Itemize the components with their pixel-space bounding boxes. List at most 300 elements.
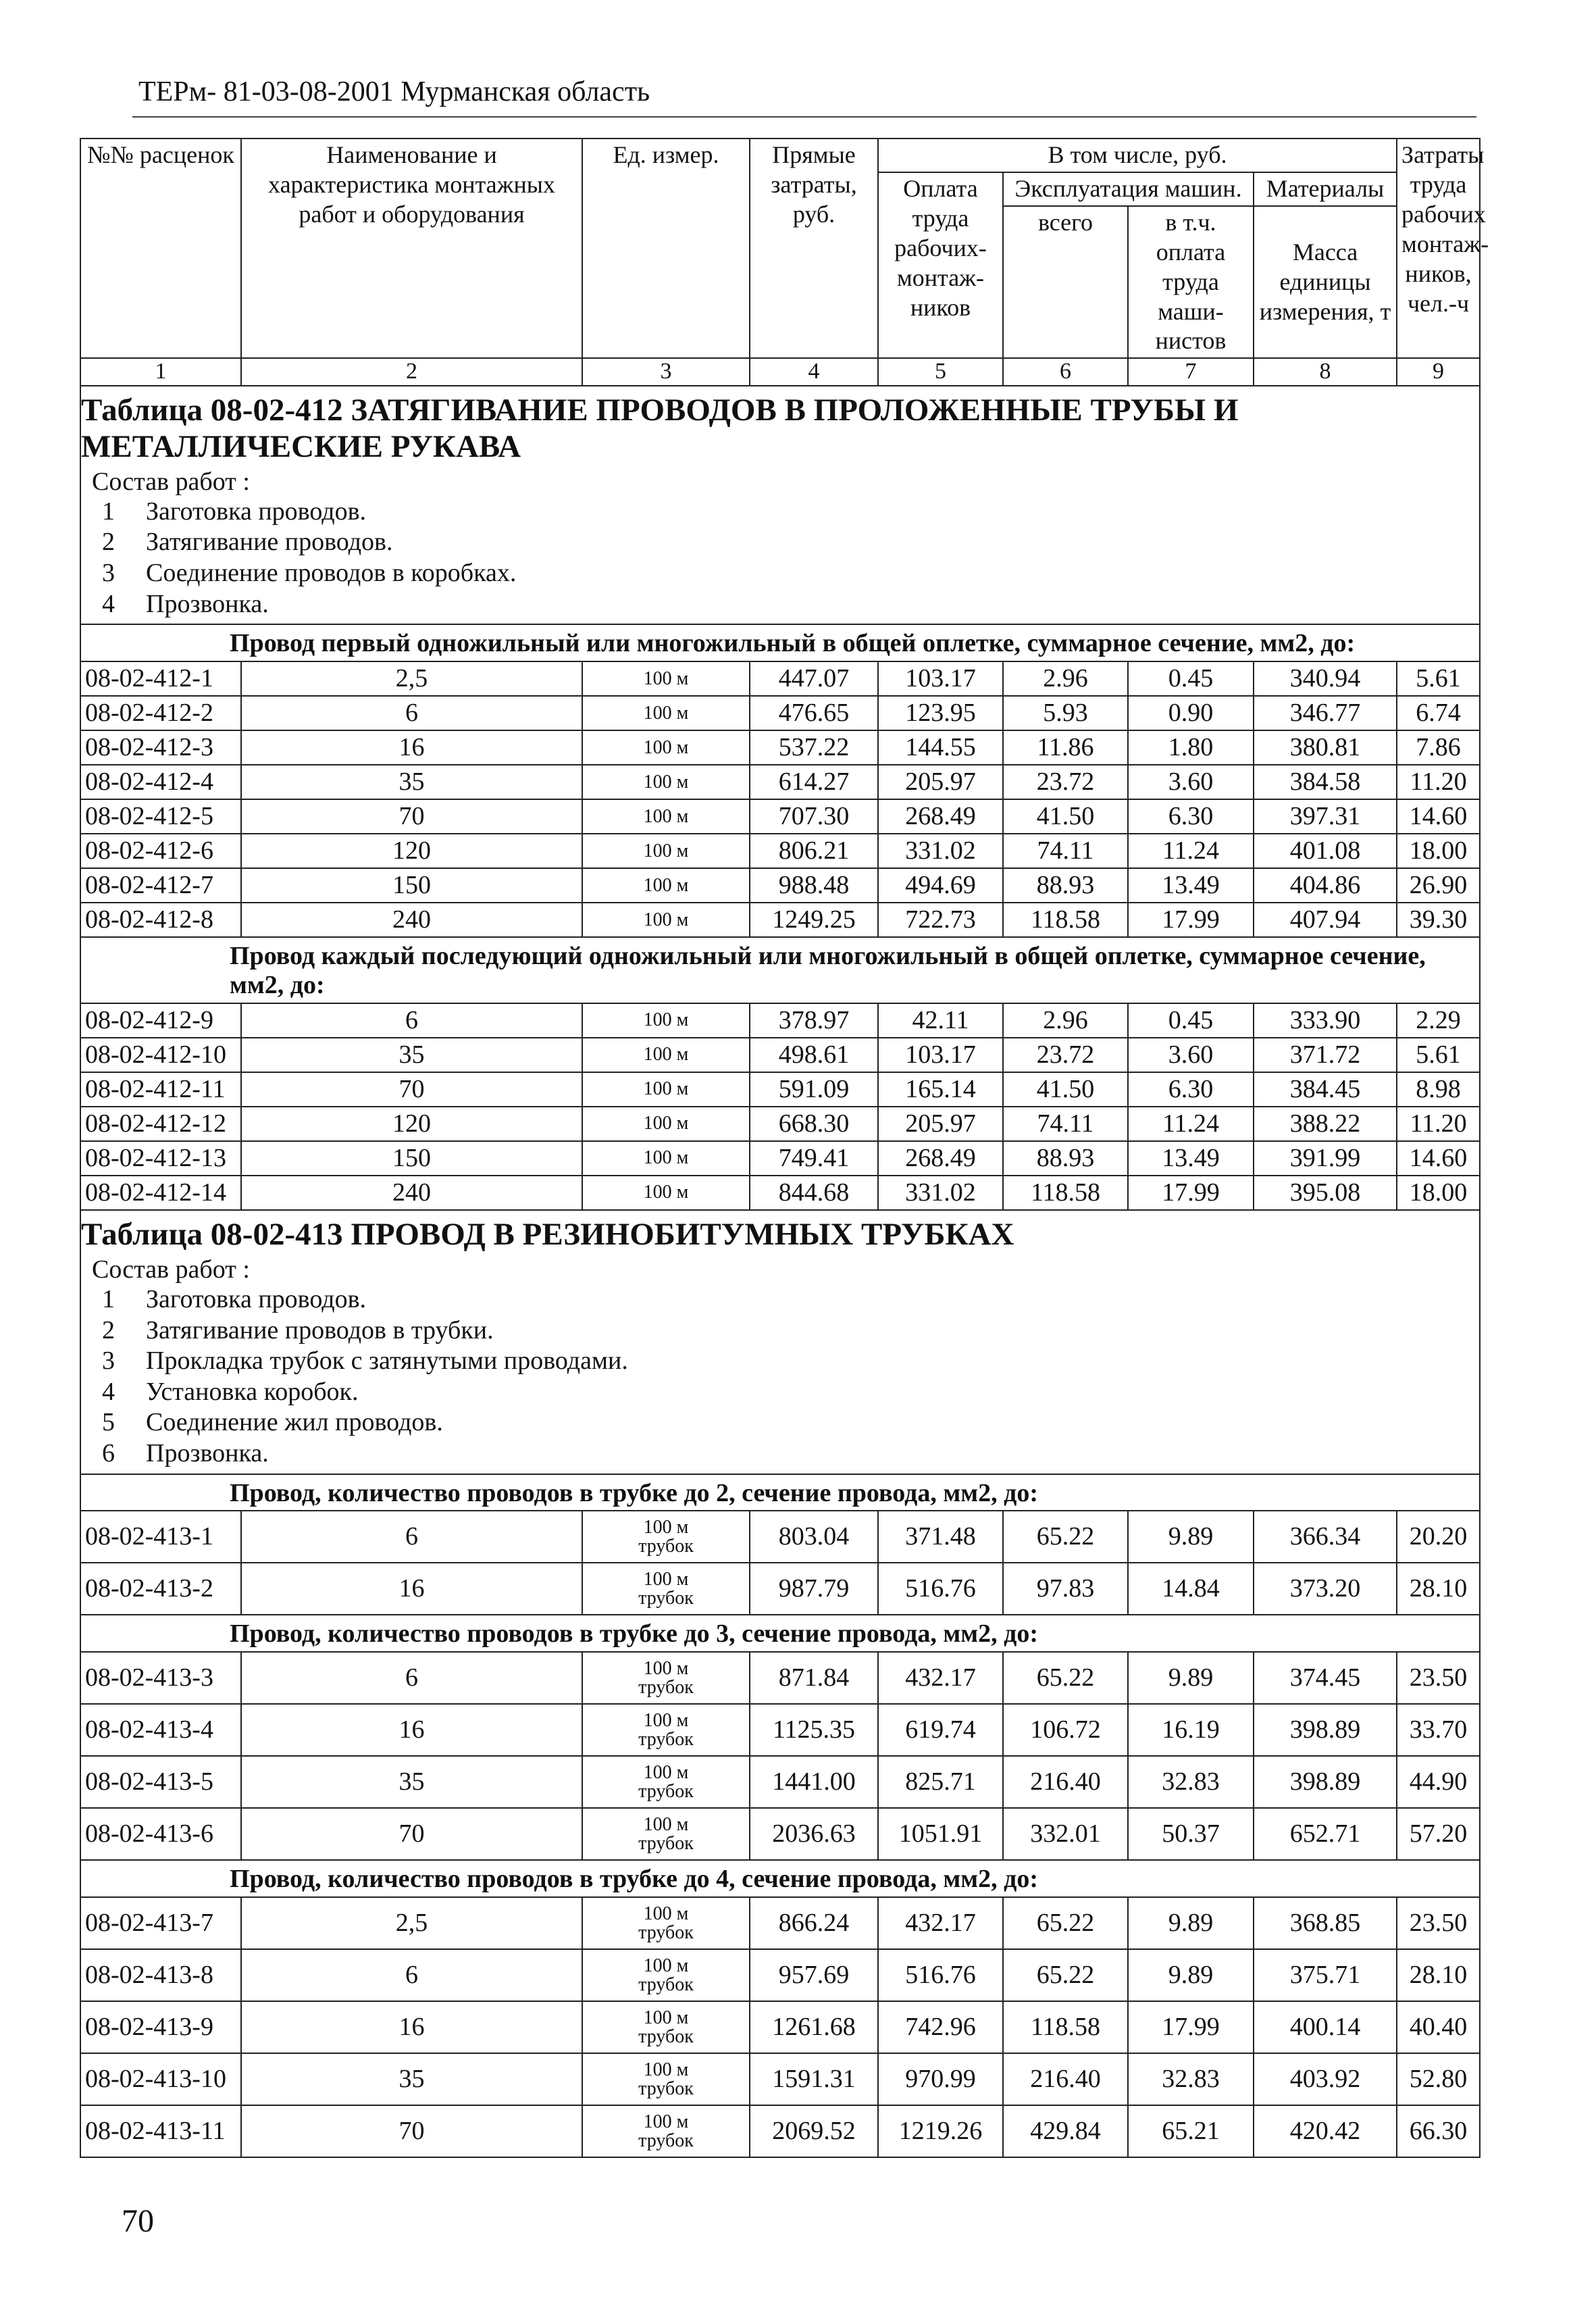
machine-costs: 118.58: [1003, 2001, 1128, 2053]
direct-costs: 988.48: [750, 868, 878, 903]
materials-cost: 420.42: [1254, 2105, 1397, 2157]
group-title: Провод, количество проводов в трубке до 3, сечение провода, мм2, до:: [80, 1615, 1480, 1652]
work-composition-label: Состав работ :: [92, 1255, 250, 1284]
column-number: 5: [878, 358, 1003, 385]
worker-wages: 825.71: [878, 1756, 1003, 1808]
cross-section: 70: [241, 799, 582, 834]
labor-hours: 2.29: [1397, 1003, 1480, 1038]
unit-qty: 100 м: [643, 1182, 689, 1203]
machine-costs: 65.22: [1003, 1897, 1128, 1949]
table-row: [80, 2053, 1480, 2105]
rate-code: 08-02-413-9: [80, 2001, 241, 2053]
group-row: [80, 624, 1480, 661]
work-step-number: 6: [102, 1438, 115, 1467]
machinist-wages: 0.90: [1128, 696, 1254, 730]
work-step-text: Прокладка трубок с затянутыми проводами.: [146, 1347, 628, 1376]
header-row: [80, 139, 1480, 172]
machine-costs: 23.72: [1003, 1038, 1128, 1072]
unit-qty: 100 м: [643, 1568, 689, 1590]
machine-costs: 74.11: [1003, 1107, 1128, 1141]
unit-qty: 100 м: [643, 1709, 689, 1731]
cross-section: 6: [241, 696, 582, 730]
cross-section: 16: [241, 1563, 582, 1615]
worker-wages: 516.76: [878, 1949, 1003, 2001]
labor-hours: 26.90: [1397, 868, 1480, 903]
unit-measure: трубок: [638, 1676, 694, 1698]
unit-qty: 100 м: [643, 2007, 689, 2028]
section-block: [80, 1210, 1480, 1474]
machinist-wages: 0.45: [1128, 661, 1254, 696]
machinist-wages: 6.30: [1128, 1072, 1254, 1107]
machine-costs: 216.40: [1003, 1756, 1128, 1808]
worker-wages: 371.48: [878, 1511, 1003, 1563]
unit-cell: [582, 1652, 750, 1704]
unit-qty: 100 м: [643, 805, 689, 827]
rate-code: 08-02-413-5: [80, 1756, 241, 1808]
unit-measure: трубок: [638, 1832, 694, 1854]
materials-cost: 398.89: [1254, 1704, 1397, 1756]
machinist-wages: 65.21: [1128, 2105, 1254, 2157]
materials-cost: 398.89: [1254, 1756, 1397, 1808]
cross-section: 240: [241, 903, 582, 937]
col-head-machinist-wages: в т.ч. оплата труда маши-нистов: [1128, 206, 1254, 359]
table-row: [80, 1107, 1480, 1141]
direct-costs: 447.07: [750, 661, 878, 696]
machine-costs: 118.58: [1003, 903, 1128, 937]
group-title: Провод каждый последующий одножильный или многожильный в общей оплетке, суммарное сечение, мм2, до:: [80, 937, 1480, 1003]
header-divider: [132, 116, 1476, 118]
worker-wages: 432.17: [878, 1652, 1003, 1704]
worker-wages: 205.97: [878, 1107, 1003, 1141]
group-row: [80, 1615, 1480, 1652]
unit-measure: трубок: [638, 2130, 694, 2151]
table-row: [80, 2105, 1480, 2157]
cross-section: 70: [241, 2105, 582, 2157]
cross-section: 35: [241, 2053, 582, 2105]
unit-qty: 100 м: [643, 2059, 689, 2080]
direct-costs: 378.97: [750, 1003, 878, 1038]
unit-cell: [582, 1897, 750, 1949]
unit-qty: 100 м: [643, 1813, 689, 1835]
materials-cost: 404.86: [1254, 868, 1397, 903]
direct-costs: 803.04: [750, 1511, 878, 1563]
cross-section: 240: [241, 1176, 582, 1210]
direct-costs: 749.41: [750, 1141, 878, 1176]
work-step-text: Прозвонка.: [146, 589, 269, 618]
cross-section: 70: [241, 1808, 582, 1860]
page-header: ТЕРм- 81-03-08-2001 Мурманская область: [138, 76, 650, 107]
rate-code: 08-02-413-7: [80, 1897, 241, 1949]
work-step: [81, 1284, 1474, 1315]
unit-cell: [582, 1107, 750, 1141]
work-step-text: Затягивание проводов.: [146, 528, 393, 557]
col-head-direct-costs: Прямые затраты, руб.: [750, 139, 878, 358]
materials-cost: 371.72: [1254, 1038, 1397, 1072]
column-number: 8: [1254, 358, 1397, 385]
work-step: [81, 1377, 1474, 1408]
rate-code: 08-02-412-4: [80, 765, 241, 799]
cross-section: 120: [241, 1107, 582, 1141]
machine-costs: 216.40: [1003, 2053, 1128, 2105]
direct-costs: 1249.25: [750, 903, 878, 937]
materials-cost: 397.31: [1254, 799, 1397, 834]
machine-costs: 2.96: [1003, 661, 1128, 696]
labor-hours: 8.98: [1397, 1072, 1480, 1107]
unit-qty: 100 м: [643, 771, 689, 793]
materials-cost: 380.81: [1254, 730, 1397, 765]
work-step-number: 5: [102, 1408, 115, 1437]
direct-costs: 707.30: [750, 799, 878, 834]
work-step-number: 4: [102, 589, 115, 618]
labor-hours: 14.60: [1397, 799, 1480, 834]
machine-costs: 5.93: [1003, 696, 1128, 730]
materials-cost: 346.77: [1254, 696, 1397, 730]
worker-wages: 103.17: [878, 661, 1003, 696]
worker-wages: 165.14: [878, 1072, 1003, 1107]
rate-code: 08-02-412-10: [80, 1038, 241, 1072]
unit-cell: [582, 696, 750, 730]
group-row: [80, 1860, 1480, 1897]
unit-cell: [582, 661, 750, 696]
cross-section: 35: [241, 765, 582, 799]
table-row: [80, 661, 1480, 696]
direct-costs: 987.79: [750, 1563, 878, 1615]
materials-cost: 340.94: [1254, 661, 1397, 696]
work-composition-list: [81, 497, 1474, 620]
labor-hours: 20.20: [1397, 1511, 1480, 1563]
group-title: Провод, количество проводов в трубке до 4, сечение провода, мм2, до:: [80, 1860, 1480, 1897]
worker-wages: 331.02: [878, 834, 1003, 868]
direct-costs: 866.24: [750, 1897, 878, 1949]
unit-cell: [582, 1949, 750, 2001]
rate-code: 08-02-413-11: [80, 2105, 241, 2157]
work-step-number: 2: [102, 528, 115, 557]
unit-qty: 100 м: [643, 1078, 689, 1100]
col-head-code: №№ расценок: [80, 139, 241, 358]
unit-qty: 100 м: [643, 874, 689, 896]
direct-costs: 1261.68: [750, 2001, 878, 2053]
rate-code: 08-02-412-2: [80, 696, 241, 730]
worker-wages: 123.95: [878, 696, 1003, 730]
unit-cell: [582, 868, 750, 903]
machinist-wages: 9.89: [1128, 1511, 1254, 1563]
rate-code: 08-02-412-12: [80, 1107, 241, 1141]
column-number: 6: [1003, 358, 1128, 385]
cross-section: 35: [241, 1756, 582, 1808]
column-number: 1: [80, 358, 241, 385]
cross-section: 70: [241, 1072, 582, 1107]
column-number: 7: [1128, 358, 1254, 385]
table-row: [80, 1038, 1480, 1072]
section-title: Таблица 08-02-413 ПРОВОД В РЕЗИНОБИТУМНЫХ ТРУБКАХ: [81, 1216, 1014, 1252]
col-head-unit: Ед. измер.: [582, 139, 750, 358]
work-step: [81, 558, 1474, 589]
rate-code: 08-02-412-7: [80, 868, 241, 903]
unit-qty: 100 м: [643, 909, 689, 930]
work-step: [81, 589, 1474, 620]
machine-costs: 23.72: [1003, 765, 1128, 799]
work-step-number: 2: [102, 1315, 115, 1344]
labor-hours: 52.80: [1397, 2053, 1480, 2105]
worker-wages: 742.96: [878, 2001, 1003, 2053]
work-step-number: 1: [102, 1284, 115, 1313]
unit-measure: трубок: [638, 1973, 694, 1995]
labor-hours: 66.30: [1397, 2105, 1480, 2157]
direct-costs: 806.21: [750, 834, 878, 868]
unit-measure: трубок: [638, 1728, 694, 1750]
direct-costs: 1125.35: [750, 1704, 878, 1756]
column-number: 2: [241, 358, 582, 385]
labor-hours: 11.20: [1397, 1107, 1480, 1141]
rate-code: 08-02-412-8: [80, 903, 241, 937]
machinist-wages: 11.24: [1128, 1107, 1254, 1141]
materials-cost: 373.20: [1254, 1563, 1397, 1615]
column-number: 3: [582, 358, 750, 385]
unit-qty: 100 м: [643, 1044, 689, 1065]
direct-costs: 871.84: [750, 1652, 878, 1704]
page-number: 70: [122, 2203, 154, 2239]
table-row: [80, 696, 1480, 730]
worker-wages: 432.17: [878, 1897, 1003, 1949]
table-row: [80, 1808, 1480, 1860]
labor-hours: 18.00: [1397, 1176, 1480, 1210]
machinist-wages: 3.60: [1128, 765, 1254, 799]
rate-code: 08-02-412-9: [80, 1003, 241, 1038]
cross-section: 6: [241, 1949, 582, 2001]
table-row: [80, 1176, 1480, 1210]
machinist-wages: 17.99: [1128, 903, 1254, 937]
cross-section: 150: [241, 1141, 582, 1176]
direct-costs: 1441.00: [750, 1756, 878, 1808]
materials-cost: 407.94: [1254, 903, 1397, 937]
col-head-materials: Материалы: [1254, 172, 1397, 206]
rate-code: 08-02-412-13: [80, 1141, 241, 1176]
col-head-wages: Оплата труда рабочих-монтаж-ников: [878, 172, 1003, 358]
unit-cell: [582, 1072, 750, 1107]
unit-qty: 100 м: [643, 1516, 689, 1538]
labor-hours: 28.10: [1397, 1949, 1480, 2001]
machinist-wages: 32.83: [1128, 1756, 1254, 1808]
work-step: [81, 1346, 1474, 1377]
unit-cell: [582, 1141, 750, 1176]
worker-wages: 970.99: [878, 2053, 1003, 2105]
labor-hours: 40.40: [1397, 2001, 1480, 2053]
unit-cell: [582, 2105, 750, 2157]
machinist-wages: 9.89: [1128, 1897, 1254, 1949]
labor-hours: 11.20: [1397, 765, 1480, 799]
direct-costs: 537.22: [750, 730, 878, 765]
rate-code: 08-02-413-3: [80, 1652, 241, 1704]
machine-costs: 11.86: [1003, 730, 1128, 765]
table-row: [80, 1756, 1480, 1808]
work-step-number: 1: [102, 497, 115, 526]
group-row: [80, 1474, 1480, 1511]
unit-qty: 100 м: [643, 736, 689, 758]
materials-cost: 400.14: [1254, 2001, 1397, 2053]
worker-wages: 516.76: [878, 1563, 1003, 1615]
unit-qty: 100 м: [643, 1113, 689, 1134]
unit-measure: трубок: [638, 1535, 694, 1557]
labor-hours: 18.00: [1397, 834, 1480, 868]
machine-costs: 88.93: [1003, 868, 1128, 903]
rate-code: 08-02-412-14: [80, 1176, 241, 1210]
unit-qty: 100 м: [643, 1761, 689, 1783]
unit-cell: [582, 903, 750, 937]
column-number: 4: [750, 358, 878, 385]
work-step-number: 3: [102, 558, 115, 587]
unit-cell: [582, 1756, 750, 1808]
machinist-wages: 9.89: [1128, 1949, 1254, 2001]
work-step: [81, 1315, 1474, 1347]
labor-hours: 33.70: [1397, 1704, 1480, 1756]
machine-costs: 65.22: [1003, 1652, 1128, 1704]
machine-costs: 41.50: [1003, 799, 1128, 834]
table-row: [80, 1072, 1480, 1107]
machine-costs: 65.22: [1003, 1949, 1128, 2001]
worker-wages: 205.97: [878, 765, 1003, 799]
machine-costs: 429.84: [1003, 2105, 1128, 2157]
machinist-wages: 16.19: [1128, 1704, 1254, 1756]
work-composition-label: Состав работ :: [92, 467, 250, 496]
unit-measure: трубок: [638, 2026, 694, 2047]
labor-hours: 6.74: [1397, 696, 1480, 730]
unit-cell: [582, 1038, 750, 1072]
labor-hours: 5.61: [1397, 1038, 1480, 1072]
direct-costs: 957.69: [750, 1949, 878, 2001]
labor-hours: 23.50: [1397, 1652, 1480, 1704]
group-title: Провод, количество проводов в трубке до 2, сечение провода, мм2, до:: [80, 1474, 1480, 1511]
unit-qty: 100 м: [643, 668, 689, 689]
work-composition-list: [81, 1284, 1474, 1469]
col-head-machines-total: всего: [1003, 206, 1128, 359]
cross-section: 16: [241, 730, 582, 765]
unit-qty: 100 м: [643, 1903, 689, 1924]
direct-costs: 498.61: [750, 1038, 878, 1072]
work-step-text: Заготовка проводов.: [146, 1284, 367, 1313]
table-row: [80, 2001, 1480, 2053]
unit-cell: [582, 730, 750, 765]
table-row: [80, 868, 1480, 903]
col-head-including: В том числе, руб.: [878, 139, 1397, 172]
cross-section: 16: [241, 1704, 582, 1756]
labor-hours: 23.50: [1397, 1897, 1480, 1949]
unit-qty: 100 м: [643, 1955, 689, 1976]
machinist-wages: 3.60: [1128, 1038, 1254, 1072]
machinist-wages: 13.49: [1128, 1141, 1254, 1176]
machinist-wages: 13.49: [1128, 868, 1254, 903]
machine-costs: 74.11: [1003, 834, 1128, 868]
cross-section: 16: [241, 2001, 582, 2053]
unit-measure: трубок: [638, 1587, 694, 1609]
work-step-number: 3: [102, 1347, 115, 1376]
labor-hours: 5.61: [1397, 661, 1480, 696]
labor-hours: 57.20: [1397, 1808, 1480, 1860]
col-head-name: Наименование и характеристика монтажных работ и оборудования: [241, 139, 582, 358]
machinist-wages: 6.30: [1128, 799, 1254, 834]
unit-qty: 100 м: [643, 1147, 689, 1169]
direct-costs: 668.30: [750, 1107, 878, 1141]
cross-section: 150: [241, 868, 582, 903]
materials-cost: 375.71: [1254, 1949, 1397, 2001]
machinist-wages: 17.99: [1128, 1176, 1254, 1210]
table-row: [80, 1563, 1480, 1615]
worker-wages: 42.11: [878, 1003, 1003, 1038]
unit-cell: [582, 1176, 750, 1210]
rate-code: 08-02-413-4: [80, 1704, 241, 1756]
table-row: [80, 1949, 1480, 2001]
machine-costs: 88.93: [1003, 1141, 1128, 1176]
rate-code: 08-02-412-3: [80, 730, 241, 765]
cross-section: 2,5: [241, 661, 582, 696]
cross-section: 35: [241, 1038, 582, 1072]
materials-cost: 395.08: [1254, 1176, 1397, 1210]
labor-hours: 7.86: [1397, 730, 1480, 765]
machinist-wages: 32.83: [1128, 2053, 1254, 2105]
work-step-text: Прозвонка.: [146, 1438, 269, 1467]
unit-cell: [582, 2001, 750, 2053]
materials-cost: 403.92: [1254, 2053, 1397, 2105]
worker-wages: 619.74: [878, 1704, 1003, 1756]
section-row: [80, 1210, 1480, 1474]
group-title: Провод первый одножильный или многожильный в общей оплетке, суммарное сечение, мм2, до:: [80, 624, 1480, 661]
work-step-text: Заготовка проводов.: [146, 497, 367, 526]
unit-qty: 100 м: [643, 702, 689, 724]
direct-costs: 591.09: [750, 1072, 878, 1107]
unit-cell: [582, 765, 750, 799]
table-row: [80, 1652, 1480, 1704]
machine-costs: 118.58: [1003, 1176, 1128, 1210]
materials-cost: 368.85: [1254, 1897, 1397, 1949]
price-table: [80, 138, 1489, 2158]
table-row: [80, 1511, 1480, 1563]
unit-measure: трубок: [638, 1921, 694, 1943]
work-step: [81, 1438, 1474, 1469]
unit-cell: [582, 1563, 750, 1615]
machinist-wages: 0.45: [1128, 1003, 1254, 1038]
table-row: [80, 765, 1480, 799]
unit-qty: 100 м: [643, 2111, 689, 2132]
materials-cost: 391.99: [1254, 1141, 1397, 1176]
cross-section: 6: [241, 1003, 582, 1038]
machine-costs: 106.72: [1003, 1704, 1128, 1756]
work-step-text: Установка коробок.: [146, 1377, 359, 1406]
unit-qty: 100 м: [643, 1657, 689, 1679]
col-head-machines: Эксплуатация машин.: [1003, 172, 1254, 206]
machine-costs: 332.01: [1003, 1808, 1128, 1860]
table-row: [80, 903, 1480, 937]
unit-measure: трубок: [638, 2078, 694, 2099]
cross-section: 6: [241, 1652, 582, 1704]
unit-cell: [582, 1511, 750, 1563]
unit-cell: [582, 2053, 750, 2105]
worker-wages: 722.73: [878, 903, 1003, 937]
work-step-number: 4: [102, 1377, 115, 1406]
column-number: 9: [1397, 358, 1480, 385]
worker-wages: 103.17: [878, 1038, 1003, 1072]
direct-costs: 2036.63: [750, 1808, 878, 1860]
machinist-wages: 11.24: [1128, 834, 1254, 868]
worker-wages: 331.02: [878, 1176, 1003, 1210]
unit-qty: 100 м: [643, 840, 689, 861]
unit-cell: [582, 1808, 750, 1860]
rate-code: 08-02-413-10: [80, 2053, 241, 2105]
unit-qty: 100 м: [643, 1009, 689, 1031]
direct-costs: 1591.31: [750, 2053, 878, 2105]
table-row: [80, 834, 1480, 868]
labor-hours: 14.60: [1397, 1141, 1480, 1176]
worker-wages: 1051.91: [878, 1808, 1003, 1860]
table-row: [80, 1141, 1480, 1176]
